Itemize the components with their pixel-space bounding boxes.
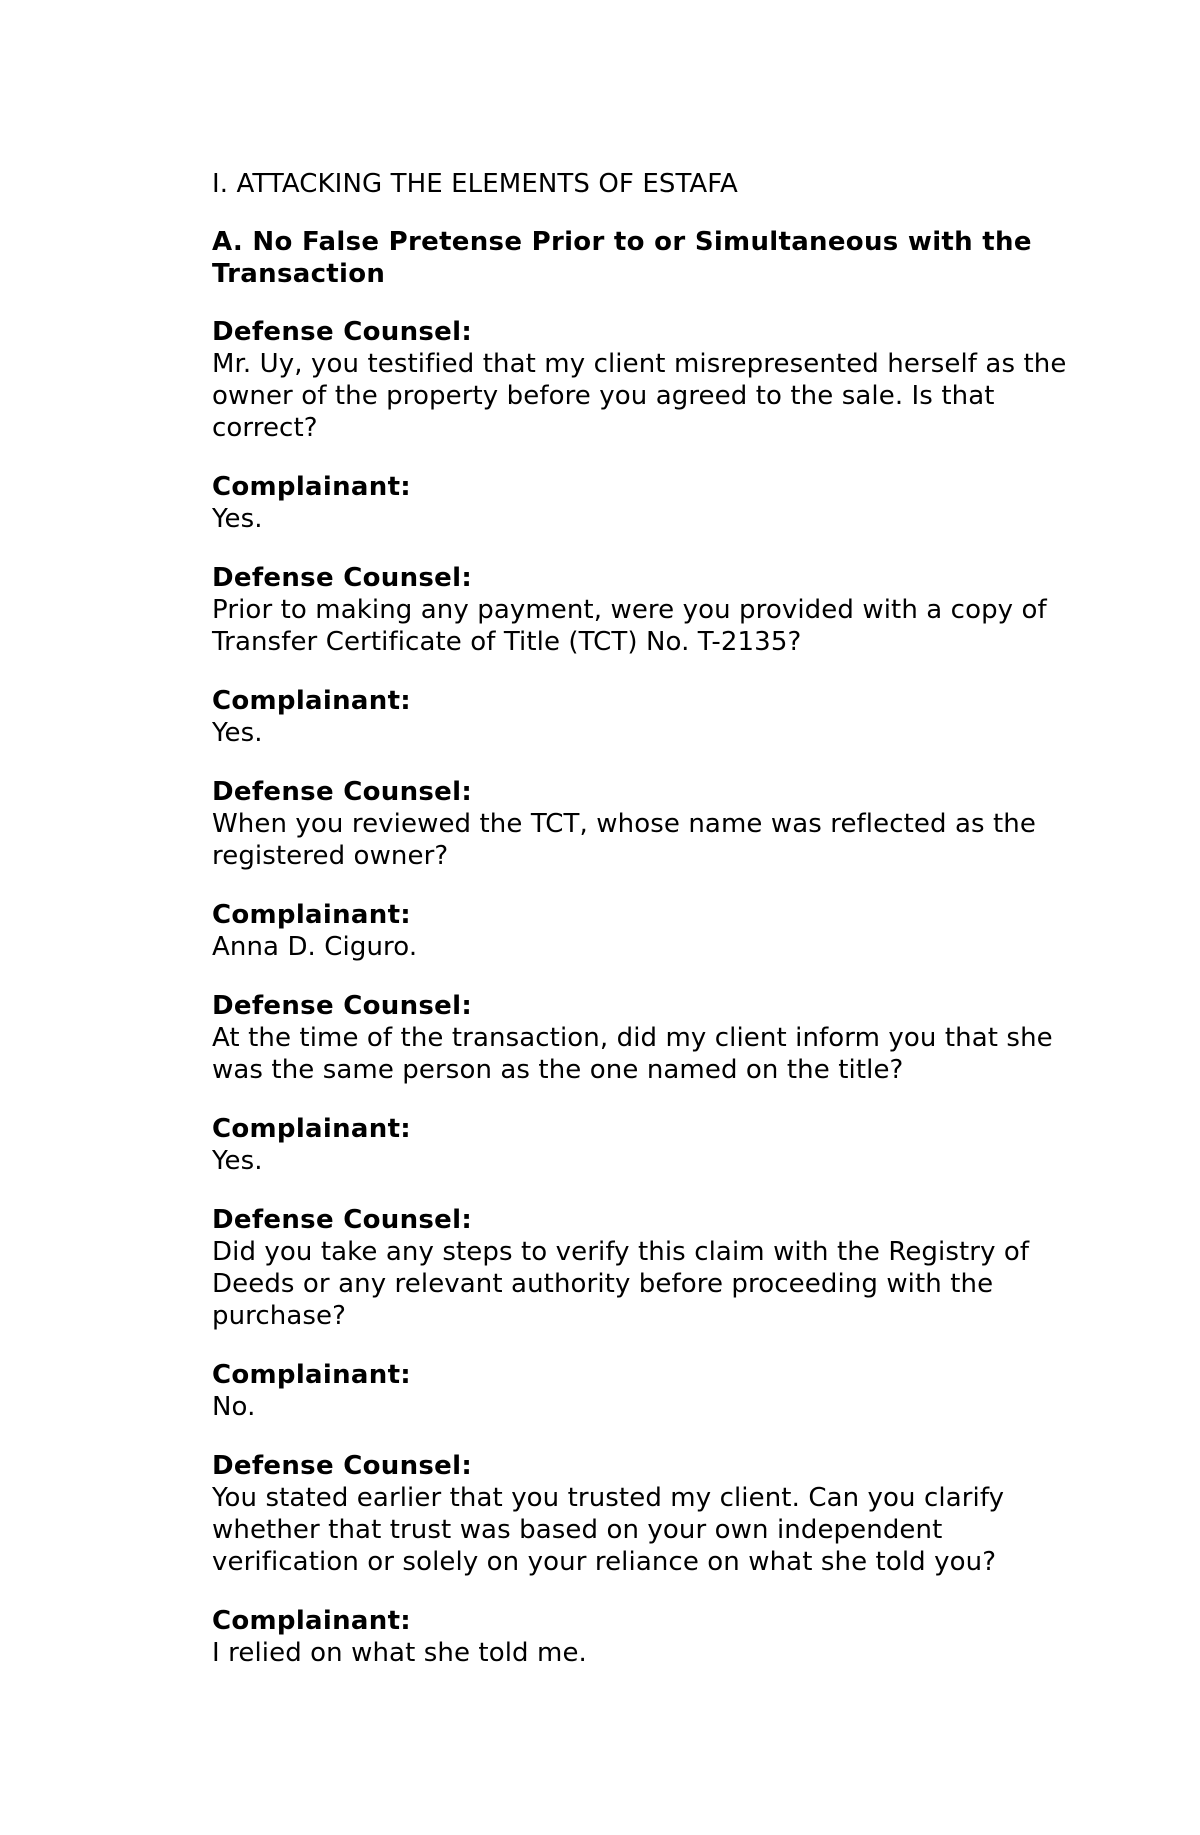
subsection-heading: A. No False Pretense Prior to or Simultaneous with the Transaction: [212, 227, 1032, 289]
speaker-label: Complainant:: [212, 1606, 412, 1636]
speaker-label: Complainant:: [212, 1360, 412, 1390]
exchange-6: [212, 899, 1092, 963]
section-heading: I. ATTACKING THE ELEMENTS OF ESTAFA: [212, 169, 738, 199]
exchange-11: [212, 1450, 1092, 1578]
utterance-text: Yes.: [212, 718, 263, 748]
exchange-12: [212, 1605, 1092, 1669]
utterance-text: No.: [212, 1392, 256, 1422]
speaker-label: Defense Counsel:: [212, 777, 473, 807]
utterance-text: Did you take any steps to verify this claim with the Registry of Deeds or any relevant authority before proceeding with the purchase?: [212, 1237, 1030, 1331]
exchange-10: [212, 1359, 1092, 1423]
exchange-4: [212, 685, 1092, 749]
utterance-text: Anna D. Ciguro.: [212, 932, 418, 962]
speaker-label: Complainant:: [212, 1114, 412, 1144]
exchange-7: [212, 990, 1092, 1086]
exchange-5: [212, 776, 1092, 872]
speaker-label: Defense Counsel:: [212, 991, 473, 1021]
speaker-label: Defense Counsel:: [212, 1451, 473, 1481]
utterance-text: Yes.: [212, 1146, 263, 1176]
utterance-text: When you reviewed the TCT, whose name was reflected as the registered owner?: [212, 809, 1036, 871]
utterance-text: Yes.: [212, 504, 263, 534]
speaker-label: Defense Counsel:: [212, 563, 473, 593]
utterance-text: I relied on what she told me.: [212, 1638, 587, 1668]
utterance-text: Mr. Uy, you testified that my client misrepresented herself as the owner of the property before you agreed to the sale. Is that correct?: [212, 349, 1067, 443]
speaker-label: Defense Counsel:: [212, 1205, 473, 1235]
utterance-text: At the time of the transaction, did my client inform you that she was the same person as the one named on the title?: [212, 1023, 1053, 1085]
speaker-label: Complainant:: [212, 686, 412, 716]
exchange-9: [212, 1204, 1092, 1332]
speaker-label: Complainant:: [212, 900, 412, 930]
utterance-text: You stated earlier that you trusted my client. Can you clarify whether that trust was based on your own independent verification or solely on your reliance on what she told you?: [212, 1483, 1005, 1577]
exchange-1: [212, 316, 1092, 444]
exchange-8: [212, 1113, 1092, 1177]
speaker-label: Complainant:: [212, 472, 412, 502]
exchange-3: [212, 562, 1092, 658]
speaker-label: Defense Counsel:: [212, 317, 473, 347]
document-page: [212, 168, 1092, 1696]
exchange-2: [212, 471, 1092, 535]
utterance-text: Prior to making any payment, were you provided with a copy of Transfer Certificate of Title (TCT) No. T-2135?: [212, 595, 1047, 657]
